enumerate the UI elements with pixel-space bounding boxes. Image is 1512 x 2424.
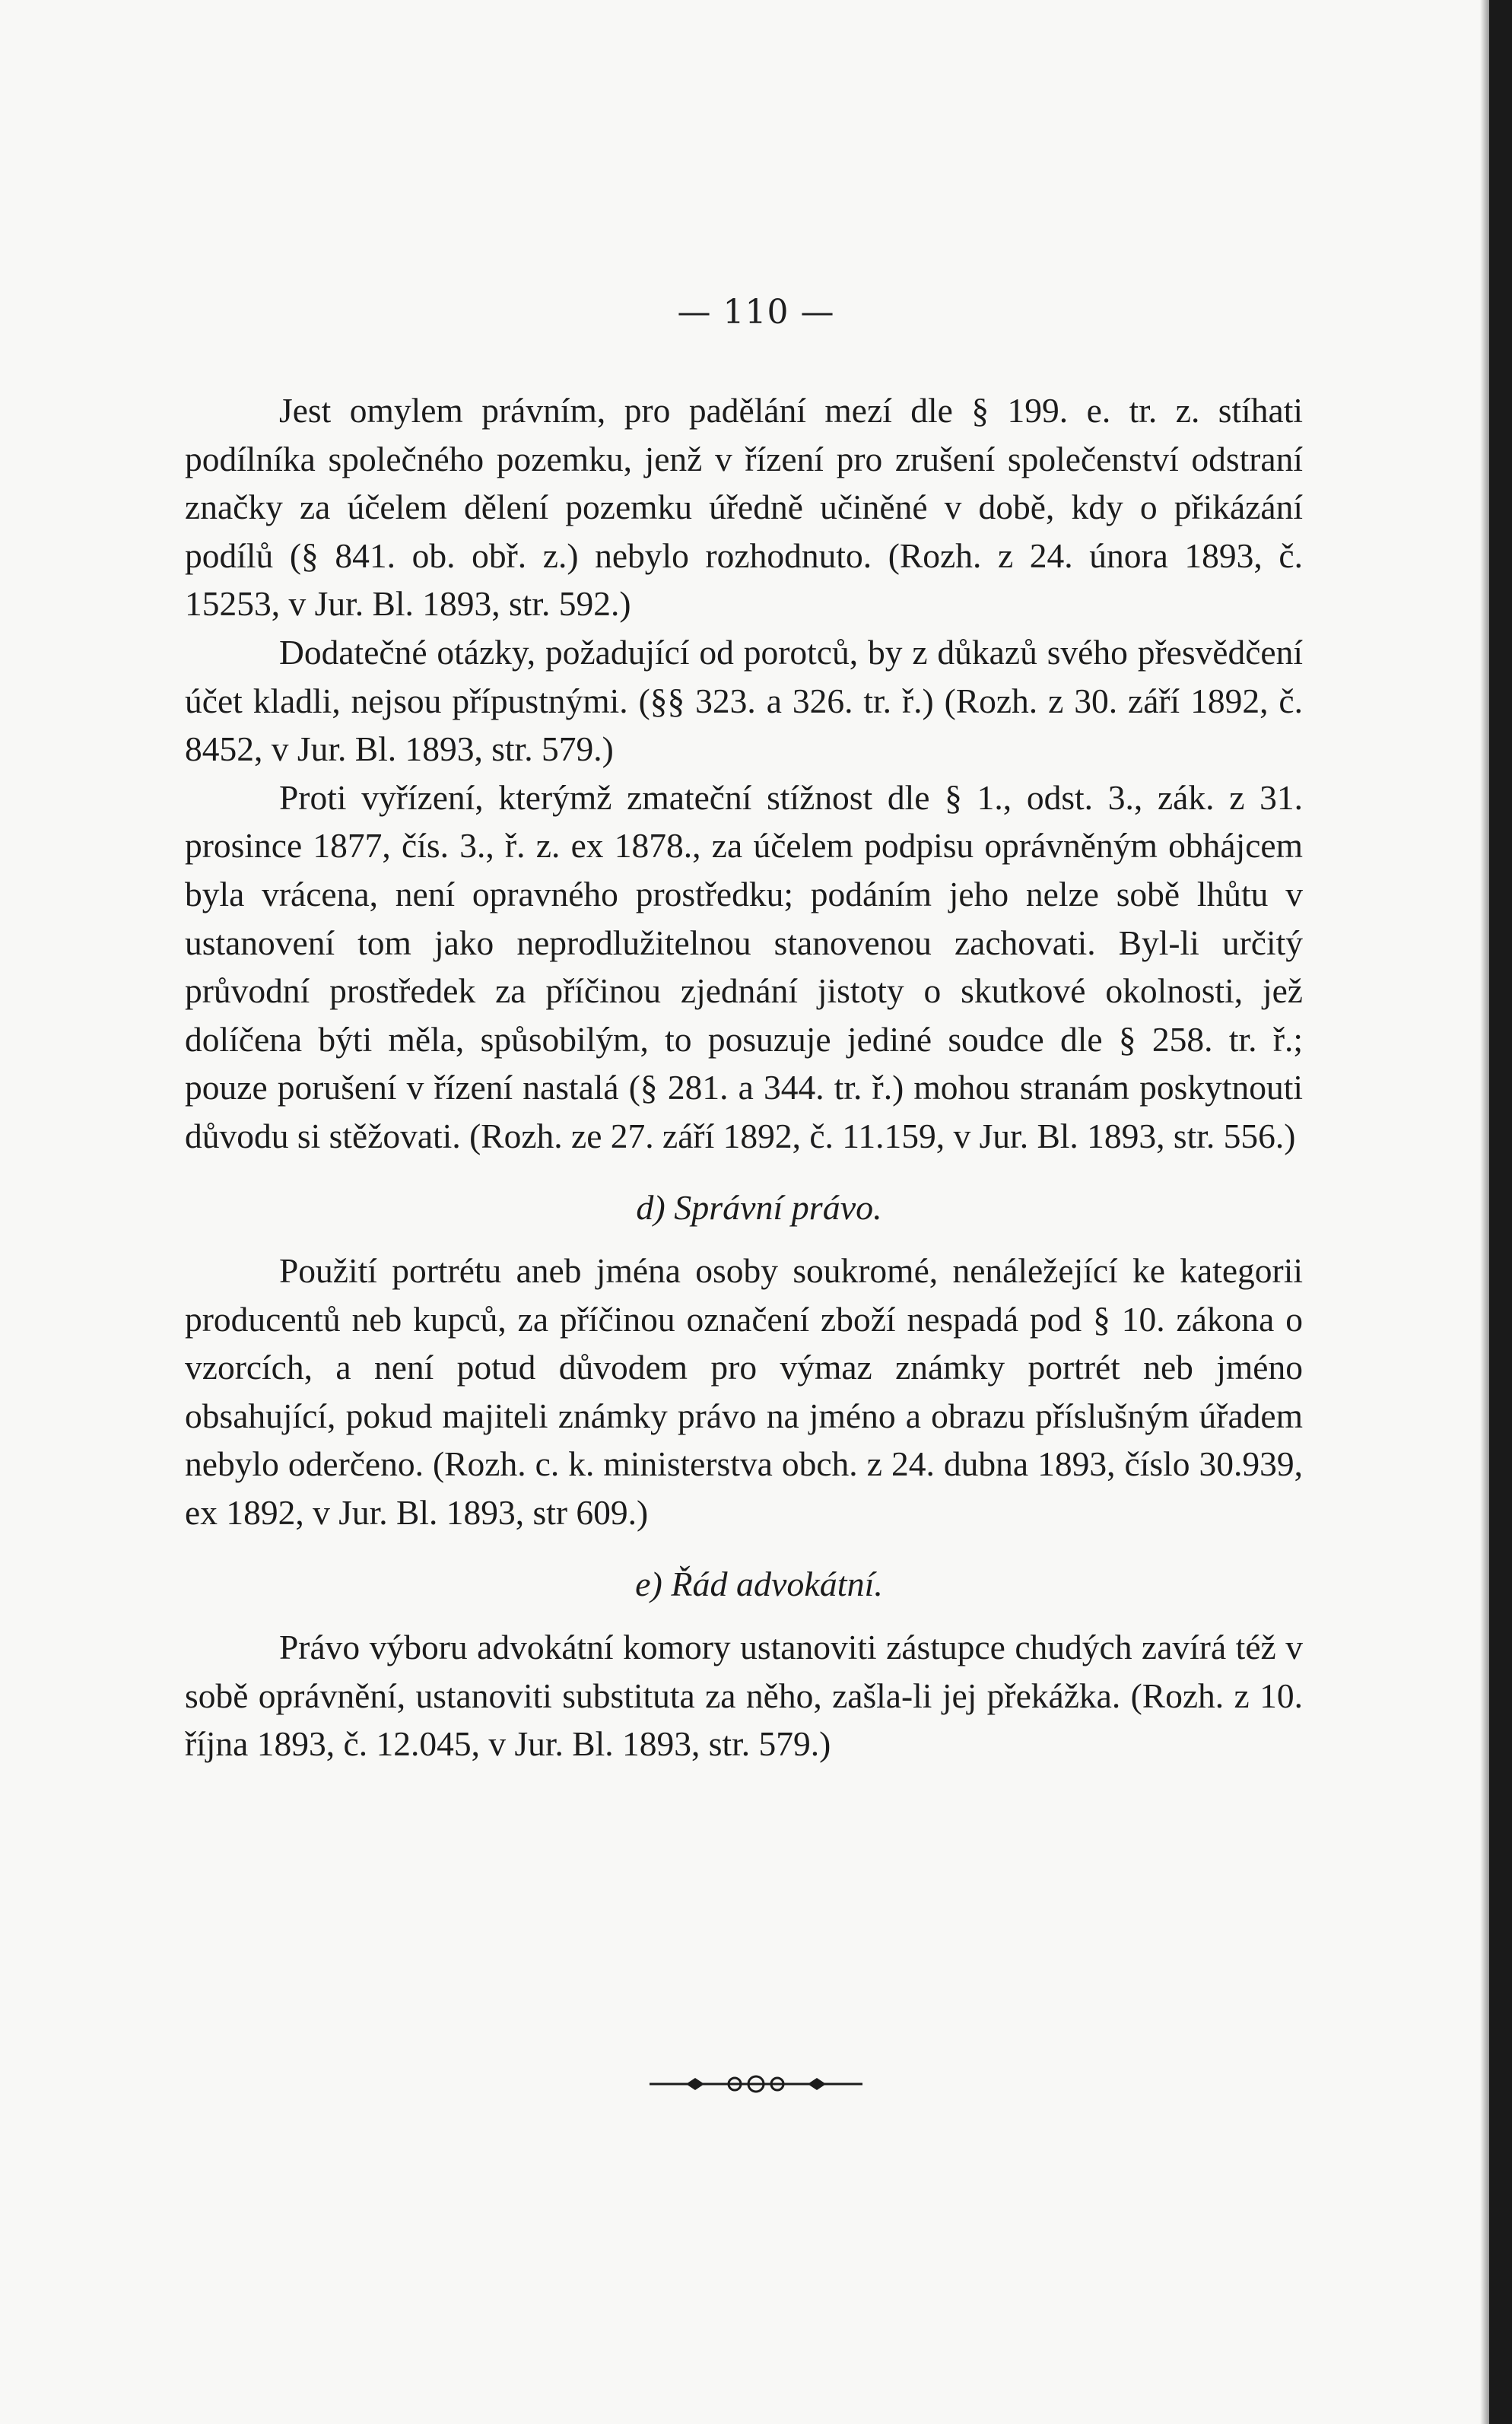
page-edge-shadow [1480, 0, 1489, 2424]
page-number: — 110 — [677, 293, 835, 332]
body-text [185, 386, 1303, 1768]
paragraph: Právo výboru advokátní komory ustanoviti zástupce chudých zavírá též v sobě oprávnění, ustanoviti substituta za něho, zašla-li jej překážka. (Rozh. z 10. října 1893, č. 12.045, v Jur. Bl. 1893, str. 579.) [185, 1628, 1303, 1764]
paragraph: Jest omylem právním, pro padělání mezí dle § 199. e. tr. z. stíhati podílníka společného pozemku, jenž v řízení pro zrušení společenství odstraní značky za účelem dělení pozemku úředně učiněné v době, kdy o přikázání podílů (§ 841. ob. obř. z.) nebylo rozhodnuto. (Rozh. z 24. února 1893, č. 15253, v Jur. Bl. 1893, str. 592.) [185, 391, 1303, 624]
section-heading-advocate-code: e) Řád advokátní. [635, 1564, 883, 1603]
paragraph: Proti vyřízení, kterýmž zmateční stížnost dle § 1., odst. 3., zák. z 31. prosince 1877, čís. 3., ř. z. ex 1878., za účelem podpisu oprávněným obhájcem byla vrácena, není opravného prostředku; podáním jeho nelze sobě lhůtu v ustanovení tom jako neprodlužitelnou stanovenou zachovati. Byl-li určitý průvodní prostředek za příčinou zjednání jistoty o skutkové okolnosti, jež dolíčena býti měla, spůsobilým, to posuzuje jediné soudce dle § 258. tr. ř.; pouze porušení v řízení nastalá (§ 281. a 344. tr. ř.) mohou stranám poskytnouti důvodu si stěžovati. (Rozh. ze 27. září 1892, č. 11.159, v Jur. Bl. 1893, str. 556.) [185, 777, 1303, 1155]
scan-border [1489, 0, 1512, 2424]
paragraph: Použití portrétu aneb jména osoby soukromé, nenáležející ke kategorii producentů neb kupců, za příčinou označení zboží nespadá pod § 10. zákona o vzorcích, a není potud důvodem pro výmaz známky portrét neb jméno obsahující, pokud majiteli známky právo na jméno a obrazu příslušným úřadem nebylo oderčeno. (Rozh. c. k. ministerstva obch. z 24. dubna 1893, číslo 30.939, ex 1892, v Jur. Bl. 1893, str 609.) [185, 1251, 1303, 1533]
ornament-divider-icon [650, 2069, 862, 2099]
paragraph: Dodatečné otázky, požadující od porotců, by z důkazů svého přesvědčení účet kladli, nejsou přípustnými. (§§ 323. a 326. tr. ř.) (Rozh. z 30. září 1892, č. 8452, v Jur. Bl. 1893, str. 579.) [185, 632, 1303, 769]
section-heading-administrative-law: d) Správní právo. [636, 1187, 882, 1227]
